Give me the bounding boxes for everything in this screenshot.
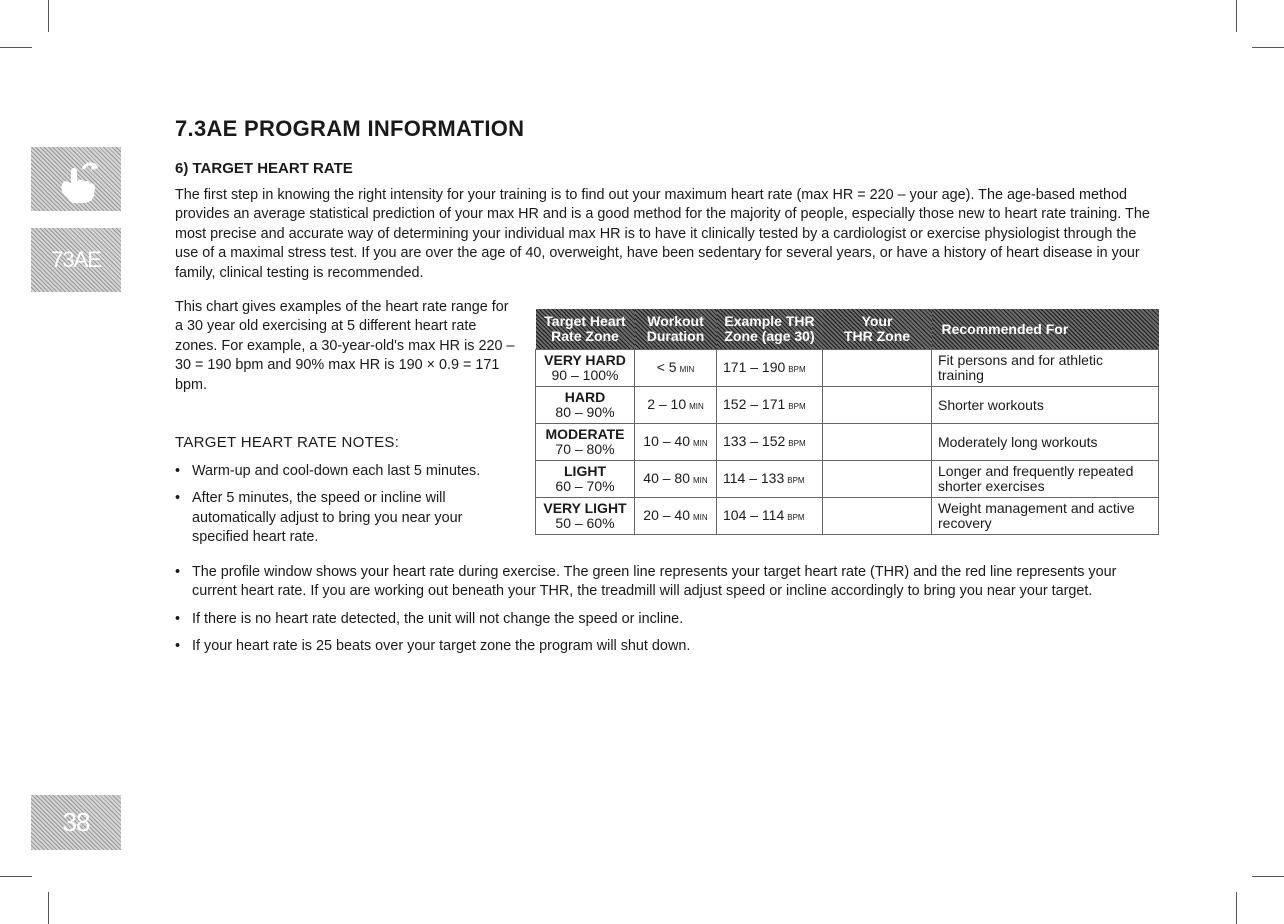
recommended-cell: Moderately long workouts — [932, 424, 1159, 461]
your-zone-cell — [823, 387, 932, 424]
list-item: • The profile window shows your heart rate during exercise. The green line represents your target heart rate (THR) and the red line represents your current heart rate. If you are working out beneath your THR, the treadmill will adjust speed or incline accordingly to bring you near your target. — [175, 563, 1165, 602]
crop-mark — [0, 47, 32, 48]
zone-cell: LIGHT 60 – 70% — [536, 461, 635, 498]
table-row — [536, 498, 1159, 535]
recommended-cell: Longer and frequently repeated shorter exercises — [932, 461, 1159, 498]
list-item: • After 5 minutes, the speed or incline will automatically adjust to bring you near your specified heart rate. — [175, 489, 520, 547]
duration-cell: 20 – 40 MIN — [635, 498, 717, 535]
crop-mark — [48, 892, 49, 924]
duration-cell: < 5 MIN — [635, 350, 717, 387]
list-item: • If your heart rate is 25 beats over your target zone the program will shut down. — [175, 637, 1165, 656]
chart-intro-text: This chart gives examples of the heart rate range for a 30 year old exercising at 5 different heart rate zones. For example, a 30-year-old's max HR is 220 – 30 = 190 bpm and 90% max HR is 190 × 0.9 = 171 bpm. — [175, 299, 515, 393]
example-cell: 104 – 114 BPM — [717, 498, 823, 535]
heart-rate-zone-table — [535, 309, 1159, 535]
duration-cell: 10 – 40 MIN — [635, 424, 717, 461]
crop-mark — [0, 876, 32, 877]
your-zone-cell — [823, 424, 932, 461]
section-heading: 6) TARGET HEART RATE — [175, 160, 353, 177]
example-cell: 152 – 171 BPM — [717, 387, 823, 424]
header-example: Example THR Zone (age 30) — [717, 309, 823, 350]
crop-mark — [1236, 892, 1237, 924]
your-zone-cell — [823, 461, 932, 498]
recommended-cell: Weight management and active recovery — [932, 498, 1159, 535]
header-duration: Workout Duration — [635, 309, 717, 350]
crop-mark — [48, 0, 49, 32]
program-side-tab — [31, 228, 121, 292]
example-cell: 133 – 152 BPM — [717, 424, 823, 461]
header-recommended: Recommended For — [932, 309, 1159, 350]
your-zone-cell — [823, 350, 932, 387]
page-number-tab — [31, 795, 121, 850]
notes-list-side — [175, 462, 520, 556]
crop-mark — [1252, 876, 1284, 877]
program-tab-label: 73AE — [51, 247, 101, 272]
side-icon-tab — [31, 147, 121, 211]
notes-list-full — [175, 563, 1165, 665]
duration-cell: 40 – 80 MIN — [635, 461, 717, 498]
list-item: • Warm-up and cool-down each last 5 minutes. — [175, 462, 520, 481]
table-row — [536, 461, 1159, 498]
header-your-zone: Your THR Zone — [823, 309, 932, 350]
table-row — [536, 350, 1159, 387]
list-item: • If there is no heart rate detected, the unit will not change the speed or incline. — [175, 610, 1165, 629]
zone-cell: MODERATE 70 – 80% — [536, 424, 635, 461]
page-title: 7.3AE PROGRAM INFORMATION — [175, 116, 525, 141]
recommended-cell: Shorter workouts — [932, 387, 1159, 424]
page-number: 38 — [62, 807, 90, 837]
zone-cell: VERY HARD 90 – 100% — [536, 350, 635, 387]
hand-pointer-icon — [31, 147, 121, 211]
crop-mark — [1252, 47, 1284, 48]
your-zone-cell — [823, 498, 932, 535]
table-row — [536, 424, 1159, 461]
table-header-row — [536, 309, 1159, 350]
intro-paragraph: The first step in knowing the right intensity for your training is to find out your maximum heart rate (max HR = 220 – your age). The age-based method provides an average statistical prediction of your max HR and is a good method for the majority of people, especially those new to heart rate training. The most precise and accurate way of determining your individual max HR is to have it clinically tested by a cardiologist or exercise physiologist through the use of a maximal stress test. If you are over the age of 40, overweight, have been sedentary for several years, or have a history of heart disease in your family, clinical testing is recommended. — [175, 187, 1150, 281]
example-cell: 114 – 133 BPM — [717, 461, 823, 498]
example-cell: 171 – 190 BPM — [717, 350, 823, 387]
recommended-cell: Fit persons and for athletic training — [932, 350, 1159, 387]
zone-cell: HARD 80 – 90% — [536, 387, 635, 424]
header-zone: Target Heart Rate Zone — [536, 309, 635, 350]
zone-cell: VERY LIGHT 50 – 60% — [536, 498, 635, 535]
table-row — [536, 387, 1159, 424]
crop-mark — [1236, 0, 1237, 32]
duration-cell: 2 – 10 MIN — [635, 387, 717, 424]
notes-title: TARGET HEART RATE NOTES: — [175, 434, 400, 451]
